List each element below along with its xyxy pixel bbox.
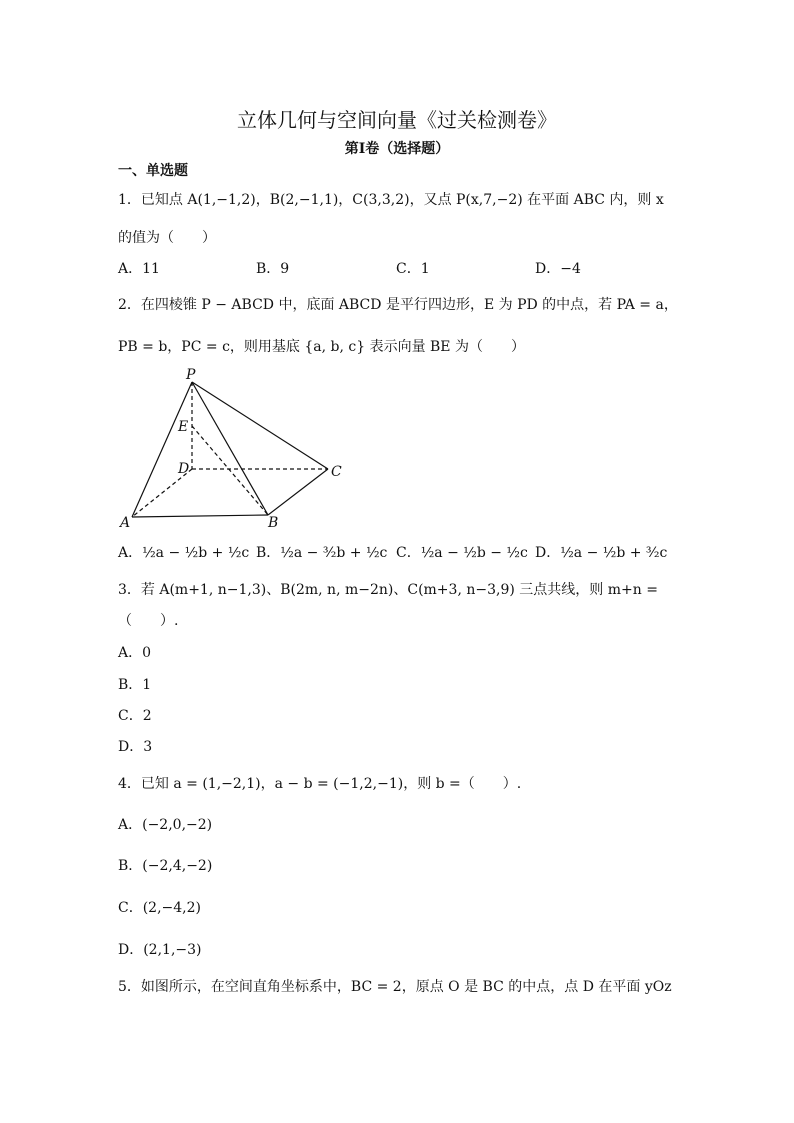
label-b: B — [268, 515, 279, 531]
question-2-option-d: D．½a − ½b + ³⁄₂c — [535, 545, 668, 561]
label-c: C — [331, 464, 342, 480]
page-subtitle: 第I卷（选择题） — [344, 141, 450, 157]
question-1-stem-cont: 的值为（ ） — [118, 230, 216, 246]
pyramid-figure — [116, 368, 356, 532]
question-5-stem: 5．如图所示，在空间直角坐标系中，BC = 2，原点 O 是 BC 的中点，点 D 在平面 yOz — [118, 979, 672, 995]
question-3-option-d: D．3 — [118, 739, 153, 755]
edge-pa — [132, 382, 192, 517]
question-1-option-b: B．9 — [256, 261, 290, 277]
question-3-option-a: A．0 — [118, 645, 152, 661]
question-4-option-a: A．(−2,0,−2) — [118, 817, 213, 833]
question-1-option-a: A．11 — [118, 261, 160, 277]
question-2-stem-cont: PB = b，PC = c，则用基底 {a, b, c} 表示向量 BE 为（ ） — [118, 339, 525, 355]
question-3-stem-cont: （ ）. — [118, 613, 179, 629]
label-d: D — [178, 461, 190, 477]
edge-pc — [192, 382, 328, 469]
edge-pb — [192, 382, 268, 515]
section-heading: 一、单选题 — [118, 163, 188, 179]
edge-ab — [132, 515, 268, 517]
question-1-option-d: D．−4 — [535, 261, 581, 277]
question-2-option-c: C．½a − ½b − ½c — [396, 545, 528, 561]
question-4-option-d: D．(2,1,−3) — [118, 942, 202, 958]
page-title: 立体几何与空间向量《过关检测卷》 — [237, 108, 557, 132]
question-3-option-b: B．1 — [118, 677, 152, 693]
question-1-option-c: C．1 — [396, 261, 430, 277]
question-4-option-b: B．(−2,4,−2) — [118, 858, 213, 874]
question-1-stem: 1．已知点 A(1,−1,2)，B(2,−1,1)，C(3,3,2)，又点 P(x,7,−2) 在平面 ABC 内，则 x — [118, 192, 664, 208]
question-4-option-c: C．(2,−4,2) — [118, 900, 201, 916]
question-4-stem: 4．已知 a = (1,−2,1)，a − b = (−1,2,−1)，则 b =（ ）. — [118, 776, 522, 792]
question-2-option-b: B．½a − ³⁄₂b + ½c — [256, 545, 388, 561]
label-p: P — [186, 368, 196, 383]
question-3-option-c: C．2 — [118, 708, 152, 724]
question-2-stem: 2．在四棱锥 P − ABCD 中，底面 ABCD 是平行四边形，E 为 PD 的中点，若 PA = a， — [118, 297, 678, 313]
label-a: A — [120, 515, 131, 531]
question-2-option-a: A．½a − ½b + ½c — [118, 545, 250, 561]
label-e: E — [178, 419, 189, 435]
edge-bc — [268, 469, 328, 515]
segment-eb — [192, 426, 268, 515]
question-3-stem: 3．若 A(m+1, n−1,3)、B(2m, n, m−2n)、C(m+3, n−3,9) 三点共线，则 m+n = — [118, 582, 658, 598]
